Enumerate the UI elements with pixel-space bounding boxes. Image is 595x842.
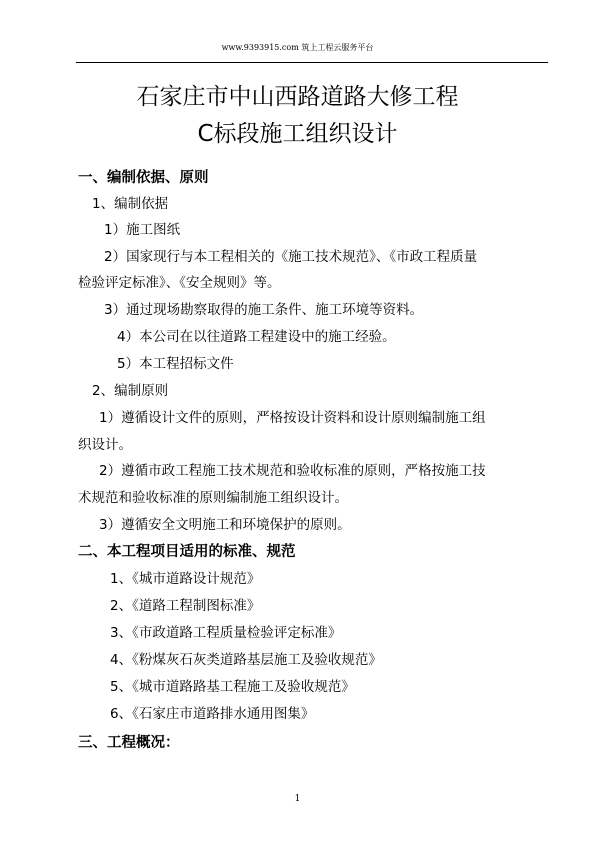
section-2-heading: 二、本工程项目适用的标准、规范 <box>78 544 296 560</box>
standard-item-5: 5、《城市道路路基工程施工及验收规范》 <box>110 679 355 695</box>
section-3-heading: 三、工程概况： <box>78 735 180 751</box>
document-title-line-1: 石家庄市中山西路道路大修工程 <box>136 84 459 110</box>
basis-item-3: 3）通过现场勘察取得的施工条件、施工环境等资料。 <box>104 302 424 318</box>
principle-item-1-cont: 织设计。 <box>78 437 132 453</box>
section-1-heading: 一、编制依据、原则 <box>78 170 209 186</box>
standard-item-4: 4、《粉煤灰石灰类道路基层施工及验收规范》 <box>110 652 382 668</box>
basis-item-2: 2）国家现行与本工程相关的《施工技术规范》、《市政工程质量 <box>104 249 478 265</box>
header-divider <box>76 62 548 63</box>
section-1-2-label: 2、编制原则 <box>92 383 169 399</box>
basis-item-2-cont: 检验评定标准》、《安全规则》等。 <box>78 275 281 291</box>
principle-item-2-cont: 术规范和验收标准的原则编制施工组织设计。 <box>78 490 348 506</box>
standard-item-6: 6、《石家庄市道路排水通用图集》 <box>110 706 315 722</box>
page-header: www.9393915.com 筑上工程云服务平台 <box>221 43 374 52</box>
page-number: 1 <box>294 794 301 804</box>
principle-item-1: 1）遵循设计文件的原则，严格按设计资料和设计原则编制施工组 <box>99 410 486 426</box>
standard-item-2: 2、《道路工程制图标准》 <box>110 598 261 614</box>
standard-item-3: 3、《市政道路工程质量检验评定标准》 <box>110 625 342 641</box>
basis-item-1: 1）施工图纸 <box>104 222 181 238</box>
principle-item-2: 2）遵循市政工程施工技术规范和验收标准的原则，严格按施工技 <box>99 463 486 479</box>
basis-item-4: 4）本公司在以往道路工程建设中的施工经验。 <box>117 329 396 345</box>
section-1-1-label: 1、编制依据 <box>92 196 169 212</box>
standard-item-1: 1、《城市道路设计规范》 <box>110 571 261 587</box>
document-title-line-2: C标段施工组织设计 <box>197 121 398 147</box>
principle-item-3: 3）遵循安全文明施工和环境保护的原则。 <box>99 517 351 533</box>
basis-item-5: 5）本工程招标文件 <box>117 356 234 372</box>
